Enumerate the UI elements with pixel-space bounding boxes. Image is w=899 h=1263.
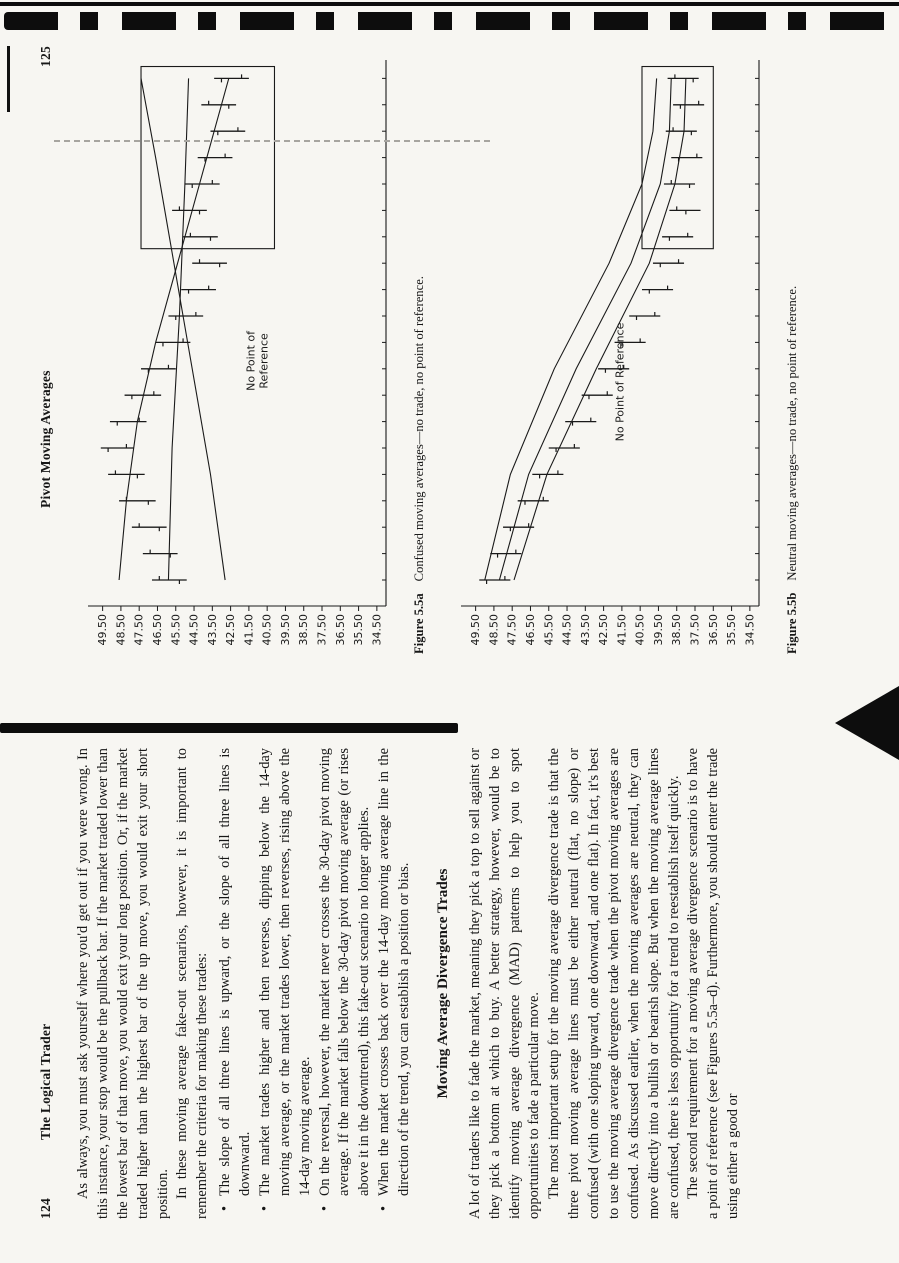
y-axis-tick-label: 49.50	[469, 614, 483, 646]
y-axis-tick-label: 34.50	[743, 614, 757, 646]
y-axis-tick-label: 43.50	[578, 614, 592, 646]
scan-dashed-artifact	[54, 140, 490, 142]
y-axis-tick-label: 47.50	[132, 614, 146, 646]
y-axis-tick-label: 42.50	[597, 614, 611, 646]
y-axis-tick-label: 45.50	[542, 614, 556, 646]
y-axis-tick-label: 34.50	[370, 614, 384, 646]
running-head-right: Pivot Moving Averages	[38, 370, 53, 508]
y-axis-tick-label: 36.50	[706, 614, 720, 646]
bullet-item-crossback: • When the market crosses back over the 14-day moving average line in the direction of the trend, you can establish a position or bias.	[375, 748, 415, 1211]
scan-film-strip	[0, 0, 899, 42]
paragraph-fade-market: A lot of traders like to fade the market, meaning they pick a top to sell against or they pick a bottom at which to buy. A better strategy, however, would be to identify moving average divergence (MAD) patterns to help you to spot opportunities to fade a particular move.	[466, 748, 543, 1219]
paragraph-criteria-intro: In these moving average fake-out scenarios, however, it is important to remember the criteria for making these trades:	[174, 748, 211, 1219]
y-axis-tick-label: 48.50	[114, 614, 128, 646]
running-head-left: The Logical Trader	[38, 1023, 53, 1140]
y-axis-tick-label: 49.50	[96, 614, 110, 646]
figure-5-5b-label: Figure 5.5b	[785, 592, 799, 654]
bullet-item-30-day: • On the reversal, however, the market never crosses the 30-day pivot moving average. If the market falls below the 30-day pivot moving average (or rises above it in the downtrend), this fake-out scenario no longer applies.	[316, 748, 376, 1211]
paragraph-stop-placement: As always, you must ask yourself where you'd get out if you were wrong. In this instance, your stop would be the pullback bar. If the market traded lower than the lowest bar of that move, you would exit your long position. Or, if the market traded higher than the highest bar of the up move, you would exit your short position.	[75, 748, 171, 1219]
y-axis-tick-label: 35.50	[352, 614, 366, 646]
y-axis-tick-label: 37.50	[688, 614, 702, 646]
y-axis-tick-label: 40.50	[633, 614, 647, 646]
moving-average-sloping-up-line	[141, 78, 225, 580]
price-chart-5-5b	[451, 46, 783, 658]
scan-top-edge-line	[0, 2, 899, 6]
page-124-body	[74, 748, 744, 1219]
bullet-item-slope: • The slope of all three lines is upward, or the slope of all three lines is downward.	[216, 748, 256, 1211]
bullet-item-reversal: • The market trades higher and then reverses, dipping below the 14-day moving average, or the market trades lower, then reverses, rising above the 14-day moving average.	[256, 748, 316, 1211]
y-axis-tick-label: 46.50	[150, 614, 164, 646]
y-axis-tick-label: 44.50	[187, 614, 201, 646]
page-number-124: 124	[38, 1198, 53, 1219]
y-axis-tick-label: 46.50	[523, 614, 537, 646]
no-point-of-reference-label: No Point of Reference	[613, 322, 627, 442]
y-axis-tick-label: 41.50	[615, 614, 629, 646]
figure-5-5b	[451, 46, 800, 658]
y-axis-tick-label: 42.50	[224, 614, 238, 646]
figure-5-5b-caption	[785, 46, 800, 658]
y-axis-tick-label: 38.50	[670, 614, 684, 646]
y-axis-tick-label: 39.50	[651, 614, 665, 646]
figure-5-5a-label: Figure 5.5a	[412, 593, 426, 654]
no-point-of-reference-label: Reference	[257, 333, 271, 389]
y-axis-tick-label: 44.50	[560, 614, 574, 646]
y-axis-tick-label: 38.50	[297, 614, 311, 646]
y-axis-tick-label: 35.50	[725, 614, 739, 646]
moving-average-lower-neutral-line	[514, 78, 686, 580]
scan-binding-dashes	[4, 12, 895, 30]
page-gutter-shadow	[0, 723, 458, 733]
page-number-125: 125	[38, 46, 53, 67]
y-axis-tick-label: 39.50	[278, 614, 292, 646]
figure-5-5a-caption	[412, 46, 427, 658]
moving-average-upper-neutral-line	[485, 78, 657, 580]
criteria-bullet-list	[216, 748, 415, 1211]
figure-5-5a	[78, 46, 427, 658]
page-125-header	[38, 46, 54, 658]
page-124-header	[38, 748, 54, 1219]
no-point-of-reference-label: No Point of	[244, 330, 258, 391]
paragraph-mad-setup: The most important setup for the moving average divergence trade is that the three pivot moving average lines must be either neutral (flat, no slope) or confused (with one sloping upward, one downward, and one flat). In fact, it's best to use the moving average divergence trade when the pivot moving averages are confused. As discussed earlier, when the moving averages are neutral, they can move directly into a bullish or bearish slope. But when the moving average lines are confused, there is less opportunity for a trend to reestablish itself quickly.	[546, 748, 682, 1219]
section-heading-mad-trades: Moving Average Divergence Trades	[433, 868, 451, 1099]
y-axis-tick-label: 43.50	[205, 614, 219, 646]
figure-5-5b-caption-text: Neutral moving averages—no trade, no point of reference.	[785, 285, 799, 581]
y-axis-tick-label: 47.50	[505, 614, 519, 646]
y-axis-tick-label: 36.50	[333, 614, 347, 646]
y-axis-tick-label: 40.50	[260, 614, 274, 646]
figure-5-5a-caption-text: Confused moving averages—no trade, no point of reference.	[412, 276, 426, 582]
y-axis-tick-label: 37.50	[315, 614, 329, 646]
moving-average-sloping-down-line	[119, 78, 229, 580]
page-124	[0, 728, 899, 1263]
y-axis-tick-label: 41.50	[242, 614, 256, 646]
paragraph-second-requirement: The second requirement for a moving average divergence scenario is to have a point of reference (see Figures 5.5a–d). Furthermore, you should enter the trade using either a good or	[685, 748, 742, 1219]
scan-left-edge-tick	[7, 46, 10, 112]
price-chart-5-5a	[78, 46, 410, 658]
y-axis-tick-label: 48.50	[487, 614, 501, 646]
y-axis-tick-label: 45.50	[169, 614, 183, 646]
